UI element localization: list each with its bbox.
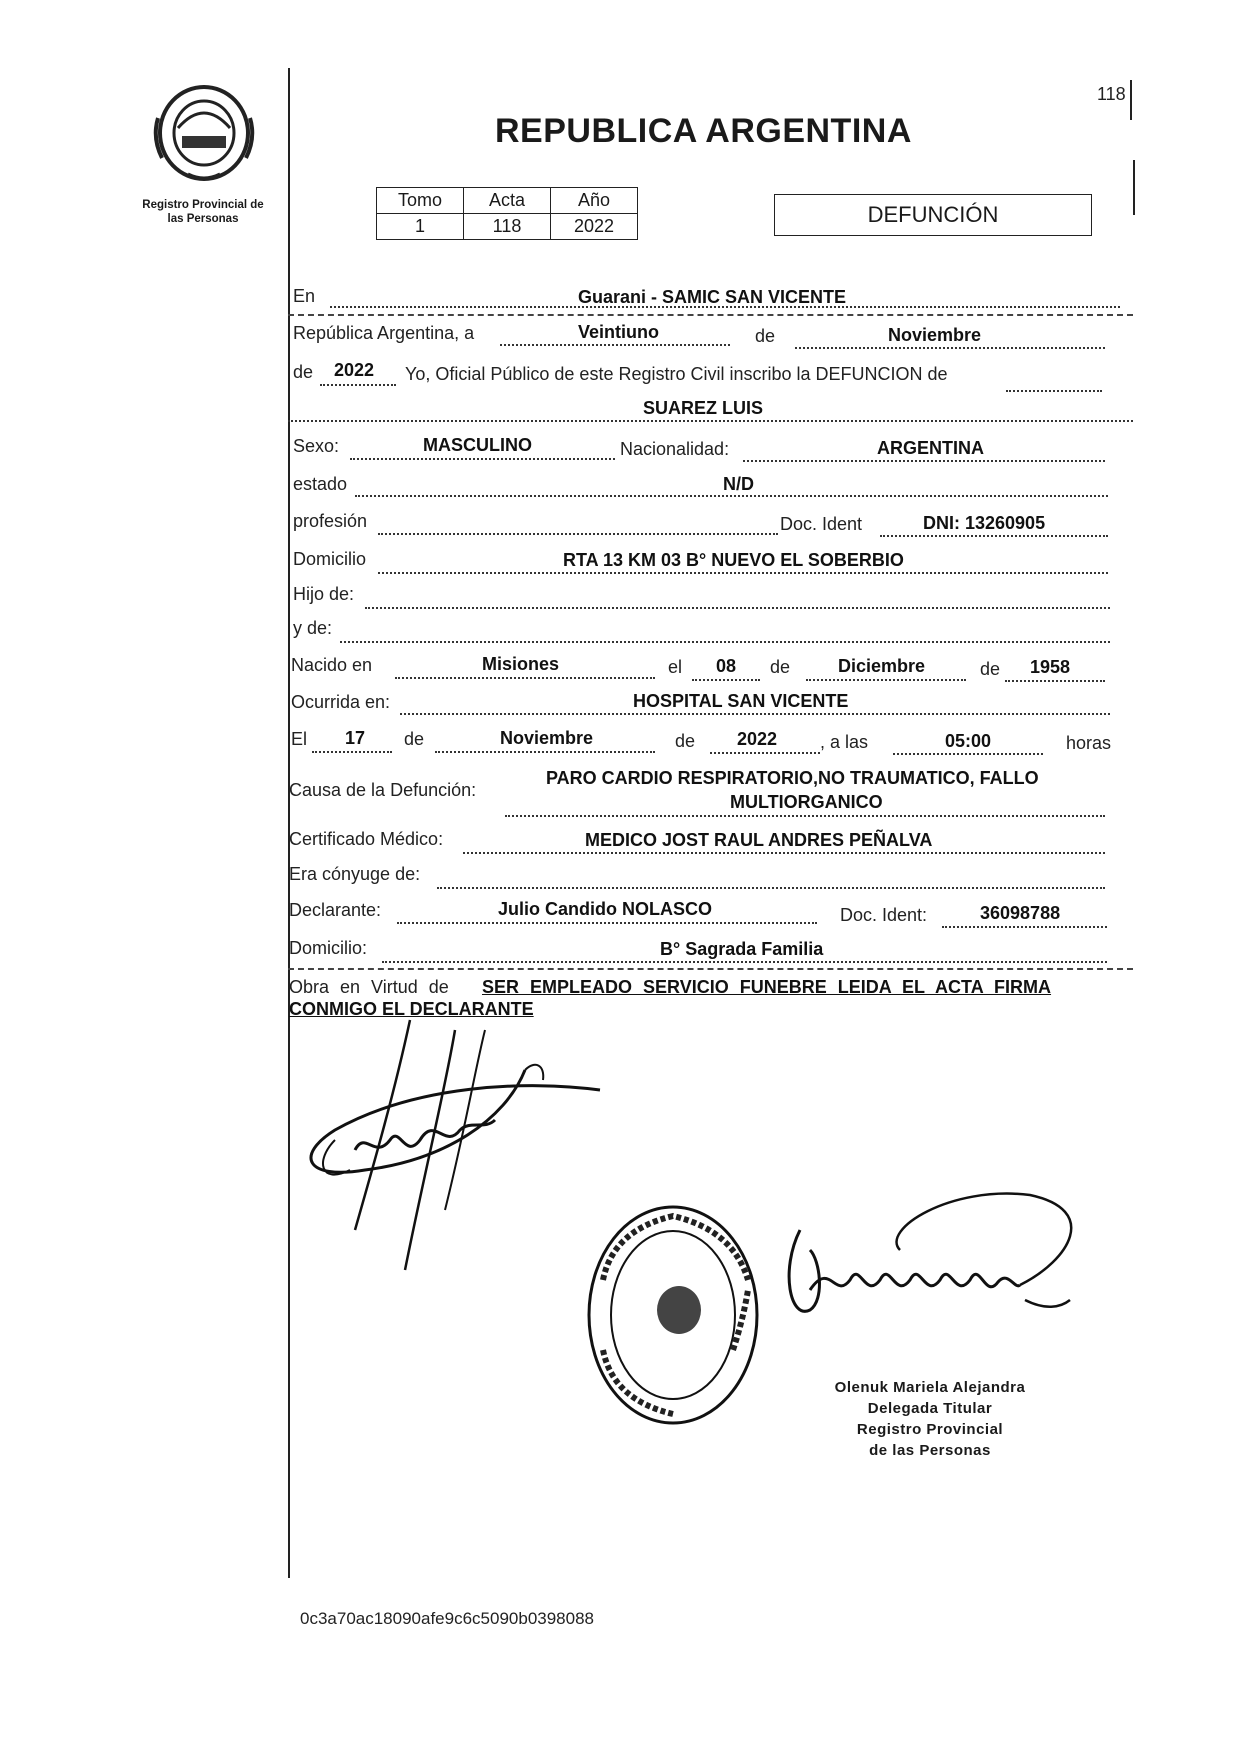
obra-line2: CONMIGO EL DECLARANTE [289, 999, 534, 1019]
provincial-seal-logo [148, 78, 260, 188]
domicilio2-line [382, 961, 1107, 963]
def-anio-line [710, 752, 820, 754]
def-dia: 17 [345, 728, 366, 748]
causa-line1: PARO CARDIO RESPIRATORIO,NO TRAUMATICO, FALLO [546, 768, 1039, 788]
left-margin-line [288, 68, 290, 1578]
hijo-line [365, 607, 1110, 609]
table-value-anio: 2022 [551, 214, 638, 240]
el-label: el [668, 657, 683, 677]
doc-ident-value-2: 36098788 [980, 903, 1061, 923]
certificado-line [463, 852, 1105, 854]
registry-table [376, 187, 638, 240]
de-label: de [770, 657, 791, 677]
causa-line2: MULTIORGANICO [730, 792, 883, 812]
official-org-line2: de las Personas [869, 1442, 991, 1459]
domicilio-value: RTA 13 KM 03 B° NUEVO EL SOBERBIO [563, 550, 904, 570]
registry-caption-line1: Registro Provincial de [142, 199, 264, 211]
table-value-acta: 118 [464, 214, 551, 240]
edge-mark [1133, 160, 1135, 215]
el-label: El [291, 729, 308, 749]
declarante-line [397, 922, 817, 924]
table-header-anio: Año [551, 188, 638, 214]
dia-value: Veintiuno [578, 322, 659, 342]
official-stamp [583, 1200, 763, 1430]
nac-dia-line [692, 679, 760, 681]
de-label: de [404, 729, 425, 749]
conyuge-line [437, 887, 1105, 889]
horas-label: horas [1066, 733, 1112, 753]
causa-line [505, 815, 1105, 817]
doc-ident-label: Doc. Ident [780, 514, 863, 534]
nac-mes-line [806, 679, 966, 681]
doc-ident-line [880, 535, 1108, 537]
def-hora: 05:00 [945, 731, 992, 751]
def-mes: Noviembre [500, 728, 594, 748]
doc-ident-label-2: Doc. Ident: [840, 905, 928, 925]
row-divider [288, 314, 1133, 316]
domicilio-label: Domicilio [293, 549, 367, 569]
table-header-tomo: Tomo [377, 188, 464, 214]
nac-dia: 08 [716, 656, 737, 676]
def-dia-line [312, 751, 392, 753]
page-number: 118 [1097, 84, 1126, 104]
sexo-line [350, 458, 615, 460]
yde-line [340, 641, 1110, 643]
official-title: Delegada Titular [867, 1400, 993, 1417]
de-label: de [675, 731, 696, 751]
nacido-lugar: Misiones [482, 654, 560, 674]
ocurrida-line [400, 713, 1110, 715]
doc-ident-line-2 [942, 926, 1107, 928]
registry-caption [128, 198, 278, 226]
table-value-tomo: 1 [377, 214, 464, 240]
registry-caption-line2: las Personas [167, 213, 239, 225]
de-label: de [980, 659, 1001, 679]
anio-line [320, 384, 396, 386]
inscribo-line [1006, 390, 1102, 392]
mes-value: Noviembre [888, 325, 982, 345]
yde-label: y de: [293, 618, 333, 638]
certificado-label: Certificado Médico: [289, 829, 444, 849]
obra-label: Obra en Virtud de [289, 977, 449, 997]
sexo-value: MASCULINO [423, 435, 532, 455]
declarante-label: Declarante: [289, 900, 382, 920]
doc-ident-value: DNI: 13260905 [923, 513, 1046, 533]
domicilio-line [378, 572, 1108, 574]
certificado-value: MEDICO JOST RAUL ANDRES PEÑALVA [585, 830, 933, 850]
profesion-line [378, 533, 778, 535]
mes-line [795, 347, 1105, 349]
nacionalidad-value: ARGENTINA [877, 438, 984, 458]
causa-label: Causa de la Defunción: [289, 780, 477, 800]
deceased-name: SUAREZ LUIS [643, 398, 764, 418]
en-value: Guarani - SAMIC SAN VICENTE [578, 287, 847, 307]
table-header-acta: Acta [464, 188, 551, 214]
republica-label: República Argentina, a [293, 323, 475, 343]
def-hora-line [893, 753, 1043, 755]
edge-mark [1130, 80, 1132, 120]
obra-line1: SER EMPLEADO SERVICIO FUNEBRE LEIDA EL ACTA FIRMA [482, 977, 1052, 997]
nac-anio: 1958 [1030, 657, 1071, 677]
nacionalidad-label: Nacionalidad: [620, 439, 730, 459]
page-title: REPUBLICA ARGENTINA [495, 112, 912, 150]
ocurrida-label: Ocurrida en: [291, 692, 391, 712]
record-type-box: DEFUNCIÓN [774, 194, 1092, 236]
nacido-label: Nacido en [291, 655, 373, 675]
nacionalidad-line [743, 460, 1105, 462]
nac-anio-line [1005, 680, 1105, 682]
row-divider [288, 968, 1133, 970]
estado-line [355, 495, 1108, 497]
official-name-block [805, 1377, 1055, 1461]
inscribo-text: Yo, Oficial Público de este Registro Civil inscribo la DEFUNCION de [405, 364, 948, 384]
nacido-lugar-line [395, 677, 655, 679]
en-label: En [293, 286, 316, 306]
sexo-label: Sexo: [293, 436, 340, 456]
profesion-label: profesión [293, 511, 368, 531]
de-label: de [755, 326, 776, 346]
domicilio2-value: B° Sagrada Familia [660, 939, 824, 959]
def-mes-line [435, 751, 655, 753]
hijo-label: Hijo de: [293, 584, 355, 604]
alas-label: , a las [820, 732, 869, 752]
official-name: Olenuk Mariela Alejandra [834, 1379, 1026, 1396]
estado-value: N/D [723, 474, 754, 494]
official-org-line1: Registro Provincial [856, 1421, 1004, 1438]
estado-label: estado [293, 474, 348, 494]
name-line [288, 420, 1133, 422]
ocurrida-value: HOSPITAL SAN VICENTE [633, 691, 849, 711]
def-anio: 2022 [737, 729, 778, 749]
domicilio2-label: Domicilio: [289, 938, 368, 958]
declarante-value: Julio Candido NOLASCO [498, 899, 712, 919]
official-signature [770, 1190, 1100, 1360]
nac-mes: Diciembre [838, 656, 926, 676]
conyuge-label: Era cónyuge de: [289, 864, 421, 884]
anio-value: 2022 [334, 360, 375, 380]
document-hash: 0c3a70ac18090afe9c6c5090b0398088 [300, 1609, 594, 1628]
dia-line [500, 344, 730, 346]
de-label: de [293, 362, 314, 382]
